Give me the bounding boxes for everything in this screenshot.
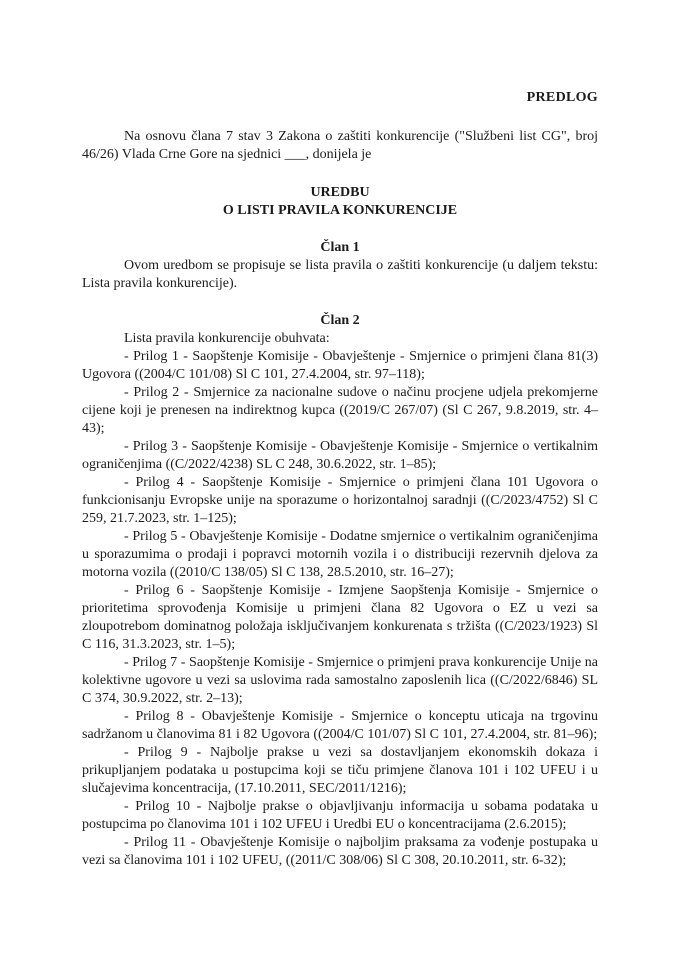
list-item-prilog-7: - Prilog 7 - Saopštenje Komisije - Smjernice o primjeni prava konkurencije Unije na kolektivne ugovore u vezi sa uslovima rada samostalno zaposlenih lica ((C/2022/6846) SL C 374, 30.9.2022, str. 2–13); — [82, 655, 598, 706]
article-2 — [82, 312, 598, 870]
list-item-prilog-8: - Prilog 8 - Obavještenje Komisije - Smjernice o konceptu uticaja na trgovinu sadržanom u članovima 81 i 82 Ugovora ((2004/C 101/07) Sl C 101, 27.4.2004, str. 81–96); — [82, 709, 598, 742]
article-2-heading: Član 2 — [320, 313, 360, 328]
article-2-intro: Lista pravila konkurencije obuhvata: — [124, 331, 330, 346]
list-item-prilog-4: - Prilog 4 - Saopštenje Komisije - Smjernice o primjeni člana 101 Ugovora o funkcionisanju Evropske unije na sporazume o horizontalnoj saradnji ((C/2023/4752) Sl C 259, 21.7.2023, str. 1–125); — [82, 475, 598, 526]
list-item-prilog-11: - Prilog 11 - Obavještenje Komisije o najboljim praksama za vođenje postupaka u vezi sa članovima 101 i 102 UFEU, ((2011/C 308/06) Sl C 308, 20.10.2011, str. 6-32); — [82, 835, 598, 868]
article-1-heading: Član 1 — [320, 240, 360, 255]
list-item-prilog-3: - Prilog 3 - Saopštenje Komisije - Obavještenje Komisije - Smjernice o vertikalnim ograničenjima ((C/2022/4238) SL C 248, 30.6.2022, str. 1–85); — [82, 439, 598, 472]
article-1 — [82, 239, 598, 293]
title-block — [82, 184, 598, 220]
list-item-prilog-9: - Prilog 9 - Najbolje prakse u vezi sa dostavljanjem ekonomskih dokaza i prikupljanjem podataka u postupcima koji se tiču primjene članova 101 i 102 UFEU i u slučajevima koncentracija, (17.10.2011, SEC/2011/1216); — [82, 745, 598, 796]
preamble: Na osnovu člana 7 stav 3 Zakona o zaštiti konkurencije ("Službeni list CG", broj 46/26) Vlada Crne Gore na sjednici ___, donijela je — [82, 129, 598, 162]
regulation-title: UREDBU — [310, 185, 370, 200]
list-item-prilog-6: - Prilog 6 - Saopštenje Komisije - Izmjene Saopštenja Komisije - Smjernice o prioritetima sprovođenja Komisije u primjeni člana 82 Ugovora o EZ u vezi sa zloupotrebom dominatnog položaja isključivanjem konkurenata s tržišta ((C/2023/1923) Sl C 116, 31.3.2023, str. 1–5); — [82, 583, 598, 652]
list-item-prilog-2: - Prilog 2 - Smjernice za nacionalne sudove o načinu procjene udjela prekomjerne cijene koji je prenesen na indirektnog kupca ((2019/C 267/07) (Sl C 267, 9.8.2019, str. 4–43); — [82, 385, 598, 436]
list-item-prilog-1: - Prilog 1 - Saopštenje Komisije - Obavještenje - Smjernice o primjeni člana 81(3) Ugovora ((2004/C 101/08) Sl C 101, 27.4.2004, str. 97–118); — [82, 349, 598, 382]
list-item-prilog-10: - Prilog 10 - Najbolje prakse o objavljivanju informacija u sobama podataka u postupcima po članovima 101 i 102 UFEU i Uredbi EU o koncentracijama (2.6.2015); — [82, 799, 598, 832]
article-1-body: Ovom uredbom se propisuje se lista pravila o zaštiti konkurencije (u daljem tekstu: Lista pravila konkurencije). — [82, 258, 598, 291]
document-status-label: PREDLOG — [526, 90, 598, 105]
list-item-prilog-5: - Prilog 5 - Obavještenje Komisije - Dodatne smjernice o vertikalnim ograničenjima u sporazumima o prodaji i popravci motornih vozila i o distribuciji rezervnih djelova za motorna vozila ((2010/C 138/05) Sl C 138, 28.5.2010, str. 16–27); — [82, 529, 598, 580]
regulation-subtitle: O LISTI PRAVILA KONKURENCIJE — [222, 203, 458, 218]
